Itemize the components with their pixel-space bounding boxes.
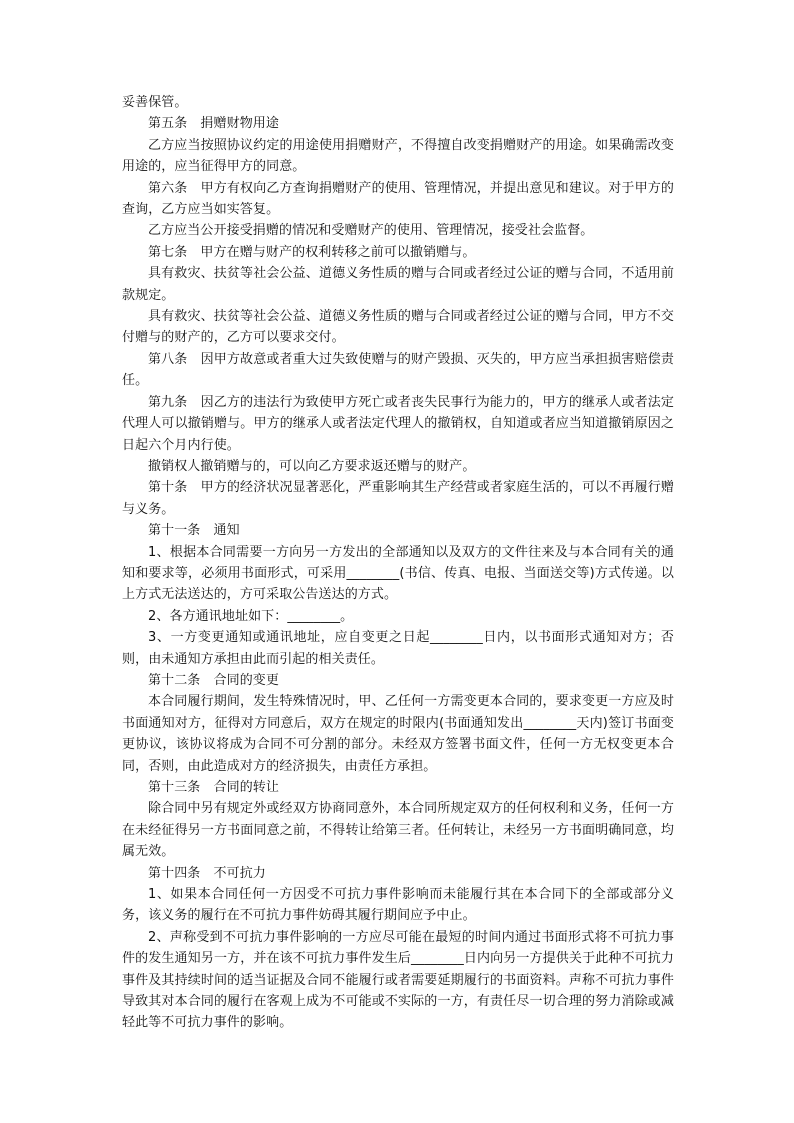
article-heading: 第十一条 通知 (148, 523, 240, 539)
article-heading: 第十四条 不可抗力 (148, 865, 266, 881)
article-paragraph: 第七条 甲方在赠与财产的权利转移之前可以撤销赠与。 (148, 244, 476, 260)
paragraph: 除合同中另有规定外或经双方协商同意外，本合同所规定双方的任何权利和义务，任何一方在未经征得另一方书面同意之前，不得转让给第三者。任何转让，未经另一方书面明确同意，均属无效。 (122, 801, 674, 860)
article-paragraph: 第十条 甲方的经济状况显著恶化，严重影响其生产经营或者家庭生活的，可以不再履行赠与义务。 (122, 480, 674, 517)
article-heading: 第十三条 合同的转让 (148, 780, 280, 795)
clause-paragraph: 2、各方通讯地址如下：________。 (148, 608, 354, 624)
paragraph: 具有救灾、扶贫等社会公益、道德义务性质的赠与合同或者经过公证的赠与合同，甲方不交付赠与的财产的，乙方可以要求交付。 (122, 309, 674, 346)
clause-paragraph: 1、如果本合同任何一方因受不可抗力事件影响而未能履行其在本合同下的全部或部分义务，该义务的履行在不可抗力事件妨碍其履行期间应予中止。 (122, 887, 674, 924)
paragraph: 乙方应当按照协议约定的用途使用捐赠财产，不得擅自改变捐赠财产的用途。如果确需改变用途的，应当征得甲方的同意。 (122, 137, 674, 175)
article-heading: 第十二条 合同的变更 (148, 672, 280, 688)
paragraph: 妥善保管。 (122, 95, 188, 110)
clause-paragraph: 3、一方变更通知或通讯地址，应自变更之日起________日内，以书面形式通知对方；否则，由未通知方承担由此而引起的相关责任。 (122, 630, 674, 667)
article-paragraph: 第八条 因甲方故意或者重大过失致使赠与的财产毁损、灭失的，甲方应当承担损害赔偿责任。 (122, 351, 674, 389)
article-heading: 第五条 捐赠财物用途 (148, 116, 280, 132)
paragraph: 本合同履行期间，发生特殊情况时，甲、乙任何一方需变更本合同的，要求变更一方应及时书面通知对方，征得对方同意后，双方在规定的时限内(书面通知发出________天内)签订书面变更协议，该协议将成为合同不可分割的部分。未经双方签署书面文件，任何一方无权变更本合同，否则，由此造成对方的经济损失，由责任方承担。 (122, 694, 674, 774)
paragraph: 撤销权人撤销赠与的，可以向乙方要求返还赠与的财产。 (148, 458, 476, 474)
article-paragraph: 第六条 甲方有权向乙方查询捐赠财产的使用、管理情况，并提出意见和建议。对于甲方的查询，乙方应当如实答复。 (122, 180, 674, 218)
clause-paragraph: 2、声称受到不可抗力事件影响的一方应尽可能在最短的时间内通过书面形式将不可抗力事件的发生通知另一方，并在该不可抗力事件发生后________日内向另一方提供关于此种不可抗力事件及其持续时间的适当证据及合同不能履行或者需要延期履行的书面资料。声称不可抗力事件导致其对本合同的履行在客观上成为不可能或不实际的一方，有责任尽一切合理的努力消除或减轻此等不可抗力事件的影响。 (122, 929, 674, 1031)
paragraph: 具有救灾、扶贫等社会公益、道德义务性质的赠与合同或者经过公证的赠与合同，不适用前款规定。 (122, 266, 674, 303)
clause-paragraph: 1、根据本合同需要一方向另一方发出的全部通知以及双方的文件往来及与本合同有关的通知和要求等，必须用书面形式，可采用________(书信、传真、电报、当面送交等)方式传递。以上方式无法送达的，方可采取公告送达的方式。 (122, 544, 674, 603)
document-page (122, 92, 674, 1034)
article-paragraph: 第九条 因乙方的违法行为致使甲方死亡或者丧失民事行为能力的，甲方的继承人或者法定代理人可以撤销赠与。甲方的继承人或者法定代理人的撤销权，自知道或者应当知道撤销原因之日起六个月内行使。 (122, 394, 674, 453)
paragraph: 乙方应当公开接受捐赠的情况和受赠财产的使用、管理情况，接受社会监督。 (148, 223, 594, 239)
